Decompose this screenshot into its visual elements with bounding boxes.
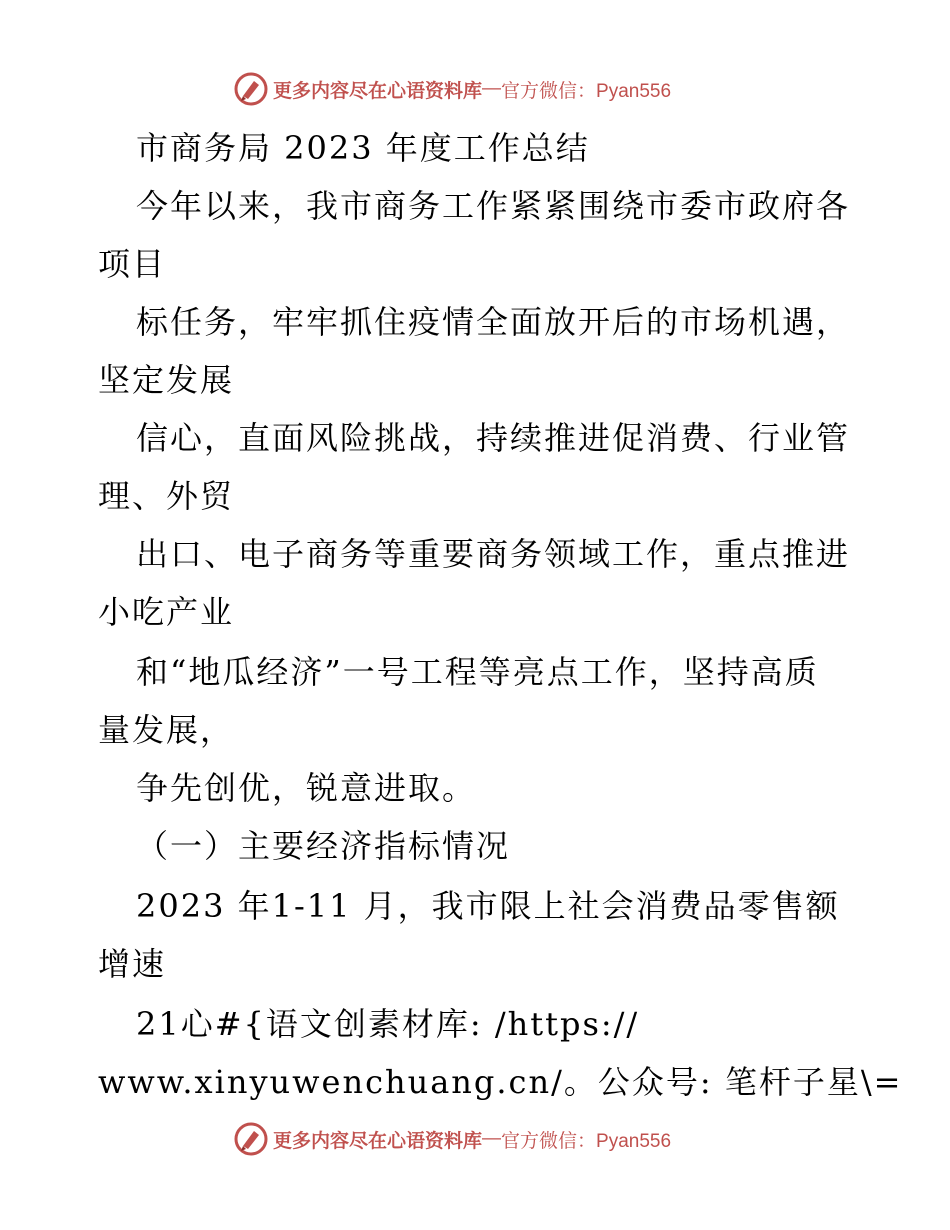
paragraph-line: 小吃产业 <box>98 593 235 631</box>
paragraph-line: 坚定发展 <box>98 361 235 399</box>
paragraph-line: 21心#{语文创素材库: /https:// <box>136 1005 640 1043</box>
paragraph-line: 信心，直面风险挑战，持续推进促消费、行业管 <box>136 419 851 457</box>
section-heading: （一）主要经济指标情况 <box>136 827 511 865</box>
banner-contact: 官方微信：Pyan556 <box>501 80 672 102</box>
header-banner <box>234 72 734 106</box>
banner-dash: — <box>482 78 502 99</box>
paragraph-line: 标任务，牢牢抓住疫情全面放开后的市场机遇， <box>136 303 851 341</box>
paragraph-line: 增速 <box>98 945 167 983</box>
banner-contact: 官方微信：Pyan556 <box>501 1130 672 1152</box>
paragraph-line: 量发展， <box>98 711 235 749</box>
banner-dash: — <box>482 1128 502 1149</box>
paragraph-line: 理、外贸 <box>98 477 235 515</box>
paragraph-line: 争先创优，锐意进取。 <box>136 769 477 807</box>
paragraph-line: 出口、电子商务等重要商务领域工作，重点推进 <box>136 535 851 573</box>
paragraph-line: 2023 年1-11 月，我市限上社会消费品零售额 <box>136 887 840 925</box>
paragraph-line: 今年以来，我市商务工作紧紧围绕市委市政府各 <box>136 187 851 225</box>
banner-slogan: 更多内容尽在心语资料库 <box>273 1129 483 1152</box>
paragraph-line: 项目 <box>98 245 167 283</box>
document-title: 市商务局 2023 年度工作总结 <box>136 129 590 167</box>
banner-slogan: 更多内容尽在心语资料库 <box>273 79 483 102</box>
pen-logo-icon <box>234 72 268 106</box>
paragraph-line: 和“地瓜经济”一号工程等亮点工作，坚持高质 <box>136 653 819 691</box>
footer-banner <box>234 1122 734 1156</box>
pen-logo-icon <box>234 1122 268 1156</box>
paragraph-line: www.xinyuwenchuang.cn/。公众号: 笔杆子星\= <box>98 1063 903 1101</box>
